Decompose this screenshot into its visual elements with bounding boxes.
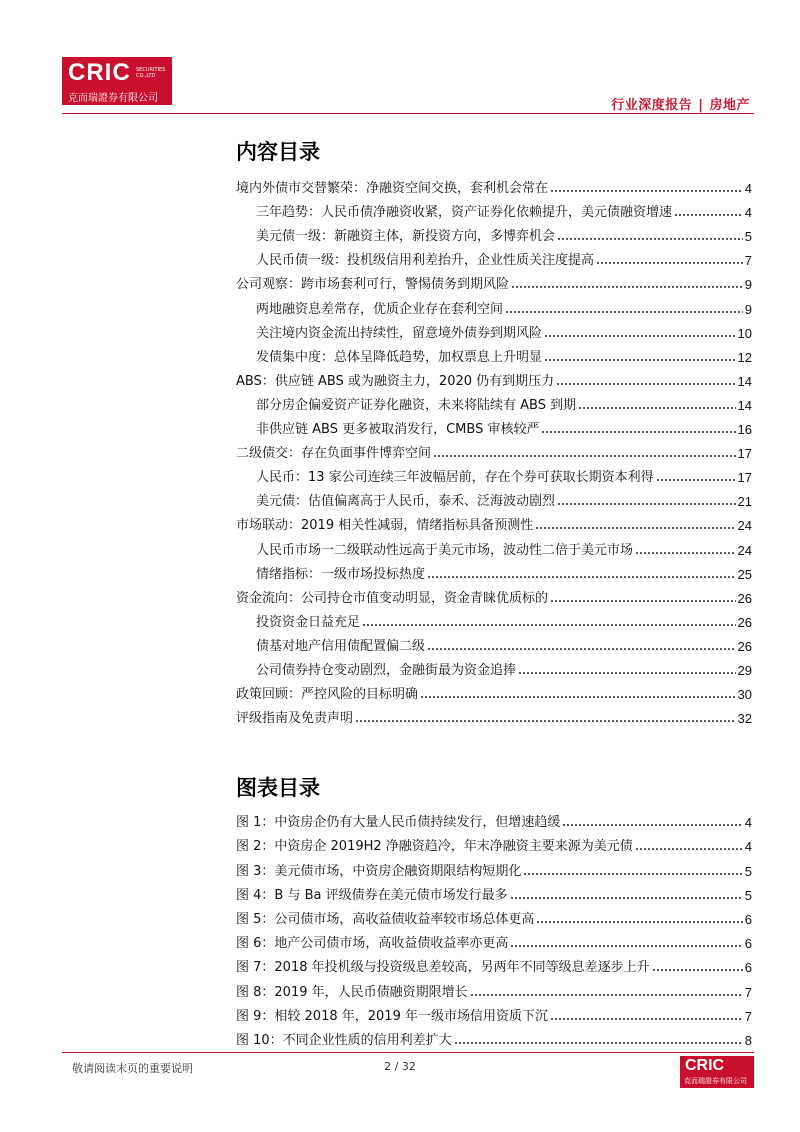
figure-entry[interactable] xyxy=(236,951,752,975)
footer-logo xyxy=(680,1056,754,1088)
figure-entry[interactable] xyxy=(236,806,752,830)
toc-entry[interactable] xyxy=(236,437,752,461)
toc-entry[interactable] xyxy=(236,341,752,365)
toc-entry[interactable] xyxy=(236,702,752,726)
toc-entry[interactable] xyxy=(236,244,752,268)
toc-entry-text: 境内外债市交替繁荣：净融资空间交换，套利机会常在 xyxy=(236,181,549,197)
dot-leader xyxy=(550,1018,743,1020)
figure-entry-text: 图 3：美元债市场，中资房企融资期限结构短期化 xyxy=(236,863,522,879)
toc-entry-page: 10 xyxy=(737,325,752,341)
toc-entry[interactable] xyxy=(236,606,752,630)
dot-leader xyxy=(596,262,743,264)
toc-entry-page: 17 xyxy=(737,446,752,462)
toc-list xyxy=(236,172,752,726)
figure-entry[interactable] xyxy=(236,1000,752,1024)
toc-entry-page: 26 xyxy=(737,590,752,606)
footer-logo-brand: CRIC xyxy=(685,1057,725,1074)
toc-entry-text: 投资资金日益充足 xyxy=(256,614,361,630)
dot-leader xyxy=(454,1042,743,1044)
dot-leader xyxy=(535,527,735,529)
figure-list-title: 图表目录 xyxy=(236,776,320,800)
toc-entry-text: 美元债一级：新融资主体，新投资方向，多博弈机会 xyxy=(256,229,556,245)
toc-entry[interactable] xyxy=(236,558,752,582)
dot-leader xyxy=(536,921,742,923)
toc-entry-page: 17 xyxy=(737,470,752,486)
figure-entry-page: 6 xyxy=(744,911,752,927)
figure-entry-text: 图 6：地产公司债市场，高收益债收益率亦更高 xyxy=(236,936,509,952)
toc-entry[interactable] xyxy=(236,582,752,606)
toc-entry-text: 市场联动：2019 相关性减弱，情绪指标具备预测性 xyxy=(236,518,534,534)
dot-leader xyxy=(635,552,736,554)
page-number: 2 / 32 xyxy=(384,1060,416,1073)
toc-entry[interactable] xyxy=(236,196,752,220)
figure-entry-text: 图 1：中资房企仍有大量人民币债持续发行，但增速趋缓 xyxy=(236,815,561,831)
dot-leader xyxy=(544,335,736,337)
dot-leader xyxy=(550,190,743,192)
toc-entry-text: 三年趋势：人民币债净融资收紧，资产证券化依赖提升，美元债融资增速 xyxy=(256,205,673,221)
disclaimer-note: 敬请阅读末页的重要说明 xyxy=(72,1062,193,1075)
figure-list xyxy=(236,806,752,1048)
dot-leader xyxy=(557,238,743,240)
dot-leader xyxy=(510,945,742,947)
logo-company-name: 克而瑞證券有限公司 xyxy=(68,93,158,104)
toc-entry-page: 16 xyxy=(737,422,752,438)
toc-entry-text: 关注境内资金流出持续性，留意境外债券到期风险 xyxy=(256,325,543,341)
toc-entry-page: 14 xyxy=(737,397,752,413)
toc-entry-text: 非供应链 ABS 更多被取消发行，CMBS 审核较严 xyxy=(256,422,540,438)
toc-entry[interactable] xyxy=(236,268,752,292)
figure-entry-page: 4 xyxy=(744,815,752,831)
toc-entry-page: 5 xyxy=(744,229,752,245)
toc-entry-text: ABS：供应链 ABS 或为融资主力，2020 仍有到期压力 xyxy=(236,373,555,389)
figure-entry-text: 图 7：2018 年投机级与投资级息差较高，另两年不同等级息差逐步上升 xyxy=(236,960,650,976)
dot-leader xyxy=(510,897,743,899)
figure-entry-page: 5 xyxy=(744,863,752,879)
dot-leader xyxy=(505,311,743,313)
figure-entry-page: 6 xyxy=(744,960,752,976)
toc-entry[interactable] xyxy=(236,292,752,316)
toc-entry[interactable] xyxy=(236,220,752,244)
dot-leader xyxy=(518,672,736,674)
toc-entry[interactable] xyxy=(236,485,752,509)
company-logo xyxy=(62,57,172,105)
figure-entry-page: 8 xyxy=(744,1032,752,1048)
toc-entry[interactable] xyxy=(236,678,752,702)
dot-leader xyxy=(556,383,735,385)
toc-entry-page: 9 xyxy=(744,301,752,317)
dot-leader xyxy=(541,431,735,433)
toc-entry-text: 两地融资息差常存，优质企业存在套利空间 xyxy=(256,301,504,317)
dot-leader xyxy=(674,214,743,216)
figure-entry[interactable] xyxy=(236,830,752,854)
toc-entry-text: 评级指南及免责声明 xyxy=(236,711,354,727)
figure-entry-text: 图 2：中资房企 2019H2 净融资趋冷，年末净融资主要来源为美元债 xyxy=(236,839,633,855)
toc-title: 内容目录 xyxy=(236,140,320,164)
toc-entry-text: 人民币市场一二级联动性远高于美元市场，波动性二倍于美元市场 xyxy=(256,542,634,558)
toc-entry-page: 24 xyxy=(737,542,752,558)
dot-leader xyxy=(420,696,736,698)
figure-entry-text: 图 9：相较 2018 年，2019 年一级市场信用资质下沉 xyxy=(236,1008,548,1024)
toc-entry-text: 债基对地产信用债配置偏二级 xyxy=(256,638,426,654)
toc-entry-page: 9 xyxy=(744,277,752,293)
toc-entry-text: 人民币：13 家公司连续三年波幅居前，存在个券可获取长期资本利得 xyxy=(256,470,654,486)
dot-leader xyxy=(427,648,736,650)
logo-brand: CRIC xyxy=(68,59,131,86)
figure-entry-text: 图 8：2019 年，人民币债融资期限增长 xyxy=(236,984,468,1000)
toc-entry[interactable] xyxy=(236,461,752,485)
toc-entry-text: 公司债券持仓变动剧烈，金融街最为资金追捧 xyxy=(256,662,517,678)
toc-entry[interactable] xyxy=(236,654,752,678)
dot-leader xyxy=(550,600,736,602)
figure-entry[interactable] xyxy=(236,927,752,951)
toc-entry[interactable] xyxy=(236,413,752,437)
dot-leader xyxy=(656,479,736,481)
toc-entry-page: 24 xyxy=(737,518,752,534)
report-type: 行业深度报告 xyxy=(611,98,693,113)
logo-subtitle: SECURITIES CO.,LTD xyxy=(136,67,166,79)
toc-entry-text: 人民币债一级：投机级信用利差抬升，企业性质关注度提高 xyxy=(256,253,595,269)
figure-entry-page: 7 xyxy=(744,984,752,1000)
toc-entry-page: 4 xyxy=(744,205,752,221)
toc-entry-page: 12 xyxy=(737,349,752,365)
industry-label: 房地产 xyxy=(709,98,750,113)
dot-leader xyxy=(470,994,743,996)
toc-entry[interactable] xyxy=(236,317,752,341)
toc-entry-page: 30 xyxy=(737,687,752,703)
toc-entry-text: 公司观察：跨市场套利可行，警惕债务到期风险 xyxy=(236,277,510,293)
toc-entry-page: 7 xyxy=(744,253,752,269)
figure-entry[interactable] xyxy=(236,975,752,999)
toc-entry-text: 部分房企偏爱资产证券化融资，未来将陆续有 ABS 到期 xyxy=(256,397,577,413)
toc-entry-text: 二级债交：存在负面事件博弈空间 xyxy=(236,446,432,462)
dot-leader xyxy=(544,359,736,361)
toc-entry[interactable] xyxy=(236,365,752,389)
figure-entry[interactable] xyxy=(236,903,752,927)
toc-entry-page: 26 xyxy=(737,614,752,630)
toc-entry-text: 情绪指标：一级市场投标热度 xyxy=(256,566,426,582)
dot-leader xyxy=(433,455,736,457)
figure-entry-page: 7 xyxy=(744,1008,752,1024)
dot-leader xyxy=(355,720,736,722)
dot-leader xyxy=(557,503,736,505)
toc-entry-page: 29 xyxy=(737,662,752,678)
toc-entry-page: 14 xyxy=(737,373,752,389)
figure-entry-text: 图 4：B 与 Ba 评级债券在美元债市场发行最多 xyxy=(236,887,508,903)
toc-entry-page: 25 xyxy=(737,566,752,582)
figure-entry-text: 图 5：公司债市场，高收益债收益率较市场总体更高 xyxy=(236,911,535,927)
footer-logo-company-name: 克而瑞證券有限公司 xyxy=(684,1077,747,1085)
header-separator: | xyxy=(698,98,704,113)
dot-leader xyxy=(427,576,736,578)
figure-entry-page: 4 xyxy=(744,839,752,855)
toc-entry-page: 4 xyxy=(744,181,752,197)
report-header xyxy=(611,94,750,113)
dot-leader xyxy=(578,407,735,409)
toc-entry-page: 26 xyxy=(737,638,752,654)
toc-entry-text: 政策回顾：严控风险的目标明确 xyxy=(236,687,419,703)
dot-leader xyxy=(635,848,743,850)
dot-leader xyxy=(562,824,742,826)
figure-entry[interactable] xyxy=(236,854,752,878)
toc-entry[interactable] xyxy=(236,509,752,533)
toc-entry[interactable] xyxy=(236,630,752,654)
figure-entry-text: 图 10：不同企业性质的信用利差扩大 xyxy=(236,1032,452,1048)
figure-entry[interactable] xyxy=(236,1024,752,1048)
toc-entry[interactable] xyxy=(236,172,752,196)
toc-entry-text: 发债集中度：总体呈降低趋势，加权票息上升明显 xyxy=(256,349,543,365)
header-divider xyxy=(62,113,754,114)
toc-entry-text: 资金流向：公司持仓市值变动明显，资金青睐优质标的 xyxy=(236,590,549,606)
figure-entry-page: 6 xyxy=(744,936,752,952)
toc-entry[interactable] xyxy=(236,389,752,413)
toc-entry-page: 32 xyxy=(737,711,752,727)
dot-leader xyxy=(652,969,743,971)
dot-leader xyxy=(362,624,736,626)
footer-divider xyxy=(62,1052,754,1053)
toc-entry-page: 21 xyxy=(737,494,752,510)
toc-entry[interactable] xyxy=(236,533,752,557)
dot-leader xyxy=(523,873,742,875)
figure-entry[interactable] xyxy=(236,879,752,903)
figure-entry-page: 5 xyxy=(744,887,752,903)
dot-leader xyxy=(511,286,743,288)
toc-entry-text: 美元债：估值偏离高于人民币，泰禾、泛海波动剧烈 xyxy=(256,494,556,510)
